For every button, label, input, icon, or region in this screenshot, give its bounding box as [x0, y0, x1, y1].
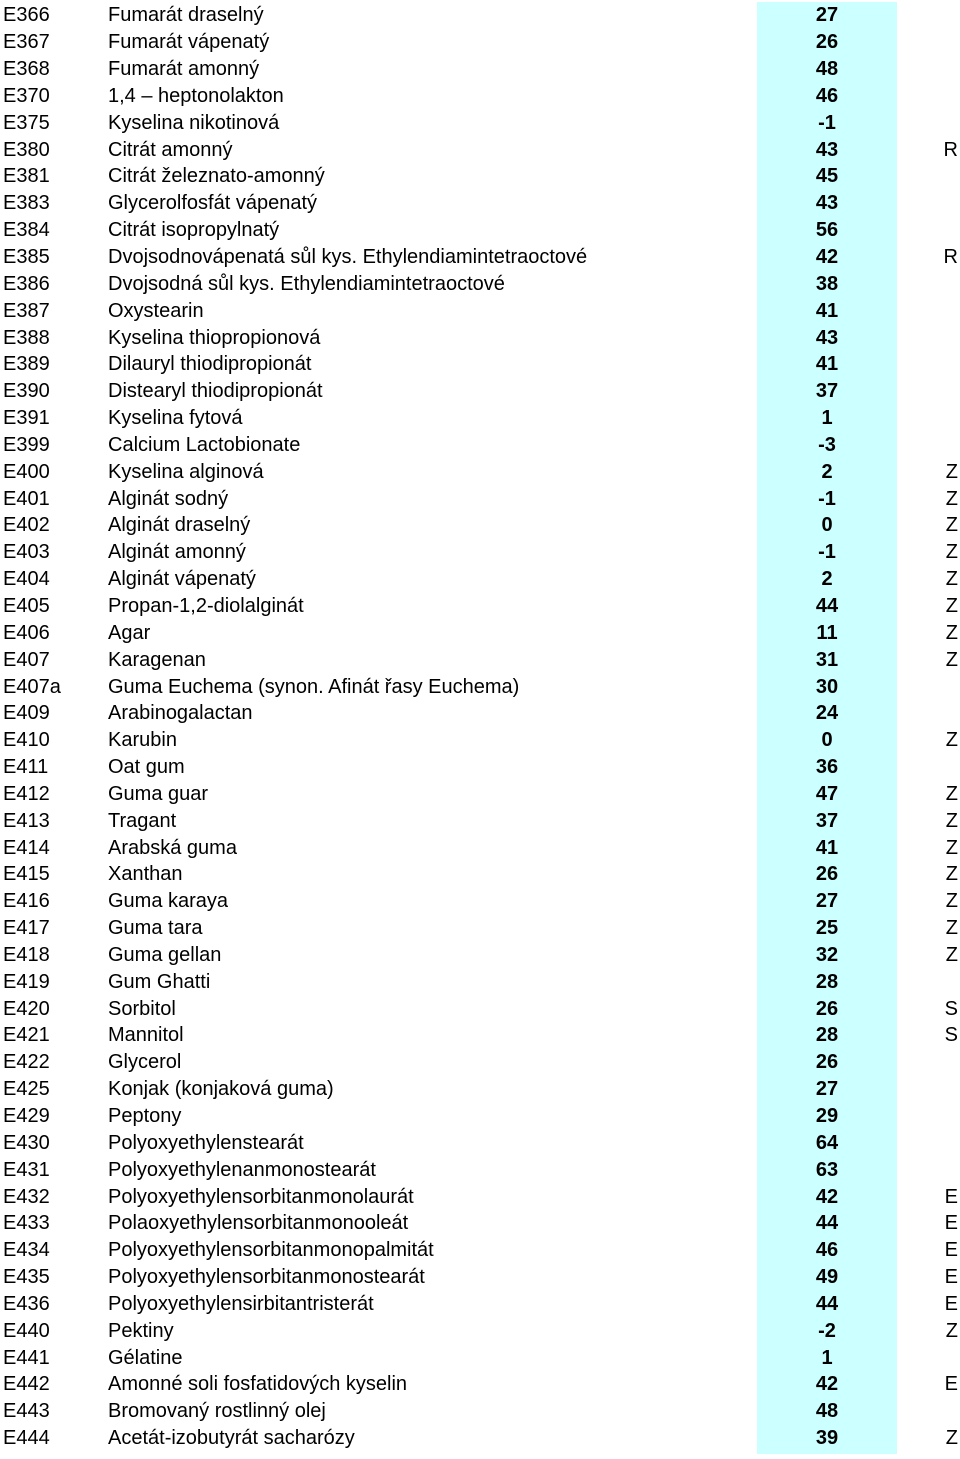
- category-flag: [897, 83, 960, 110]
- category-flag: E: [944, 1266, 958, 1289]
- category-flag: S: [944, 1024, 958, 1047]
- score-value: 41: [815, 353, 839, 376]
- table-row: [0, 378, 960, 405]
- table-row: [0, 807, 960, 834]
- category-flag: Z: [945, 890, 958, 913]
- score-value: 44: [815, 1292, 839, 1315]
- additive-name: Guma guar: [108, 782, 209, 805]
- score-value: 36: [815, 756, 839, 779]
- category-flag: [897, 378, 960, 405]
- e-code: E432: [3, 1185, 50, 1208]
- score-value: 31: [815, 648, 839, 671]
- e-code: E399: [3, 433, 50, 456]
- category-flag: [897, 1049, 960, 1076]
- category-flag: [897, 700, 960, 727]
- category-flag: Z: [945, 782, 958, 805]
- additive-name: Polyoxyethylensorbitanmonolaurát: [108, 1185, 414, 1208]
- score-value: 26: [815, 997, 839, 1020]
- category-flag: [897, 1344, 960, 1371]
- table-row: [0, 83, 960, 110]
- e-code: E407: [3, 648, 50, 671]
- table-row: [0, 485, 960, 512]
- e-code: E433: [3, 1212, 50, 1235]
- category-flag: Z: [945, 594, 958, 617]
- additive-name: Agar: [108, 621, 151, 644]
- category-flag: [897, 1103, 960, 1130]
- score-value: 1: [821, 1346, 833, 1369]
- category-flag: E: [944, 1212, 958, 1235]
- e-code: E416: [3, 890, 50, 913]
- additive-name: Arabinogalactan: [108, 702, 253, 725]
- table-row: [0, 673, 960, 700]
- score-value: 24: [815, 702, 839, 725]
- additive-name: Guma gellan: [108, 943, 222, 966]
- score-value: 1: [821, 407, 833, 430]
- e-code: E383: [3, 192, 50, 215]
- additive-name: Gum Ghatti: [108, 970, 211, 993]
- e-code: E381: [3, 165, 50, 188]
- e-code: E440: [3, 1319, 50, 1342]
- table-row: [0, 1129, 960, 1156]
- additive-name: 1,4 – heptonolakton: [108, 84, 284, 107]
- category-flag: [897, 270, 960, 297]
- additive-name: Citrát isopropylnatý: [108, 219, 280, 242]
- table-row: [0, 1425, 960, 1452]
- e-code: E386: [3, 272, 50, 295]
- score-value: 64: [815, 1131, 839, 1154]
- score-value: 37: [815, 380, 839, 403]
- e-code: E418: [3, 943, 50, 966]
- additive-name: Dvojsodnovápenatá sůl kys. Ethylendiamintetraoctové: [108, 246, 588, 269]
- score-value: 11: [816, 621, 838, 644]
- e-code: E388: [3, 326, 50, 349]
- score-value: 56: [815, 219, 839, 242]
- e-code: E429: [3, 1105, 50, 1128]
- score-value: 42: [815, 246, 839, 269]
- additive-name: Polyoxyethylensirbitantristerát: [108, 1292, 374, 1315]
- table-row: [0, 324, 960, 351]
- category-flag: Z: [945, 621, 958, 644]
- category-flag: E: [944, 1292, 958, 1315]
- e-code: E367: [3, 31, 50, 54]
- additive-name: Arabská guma: [108, 836, 237, 859]
- additive-name: Guma karaya: [108, 890, 229, 913]
- score-value: 25: [815, 917, 839, 940]
- additive-name: Mannitol: [108, 1024, 184, 1047]
- table-row: [0, 915, 960, 942]
- category-flag: E: [944, 1373, 958, 1396]
- score-value: -1: [818, 541, 836, 564]
- e-code: E407a: [3, 675, 61, 698]
- additive-name: Dvojsodná sůl kys. Ethylendiamintetraoctové: [108, 272, 505, 295]
- e-code: E387: [3, 299, 50, 322]
- additive-name: Pektiny: [108, 1319, 174, 1342]
- e-code: E404: [3, 568, 50, 591]
- additive-name: Xanthan: [108, 863, 183, 886]
- score-value: 37: [815, 809, 839, 832]
- table-row: [0, 270, 960, 297]
- table-row: [0, 1210, 960, 1237]
- category-flag: [897, 217, 960, 244]
- score-value: 42: [815, 1373, 839, 1396]
- category-flag: E: [944, 1239, 958, 1262]
- additive-name: Fumarát vápenatý: [108, 31, 270, 54]
- category-flag: Z: [945, 487, 958, 510]
- additive-name: Guma Euchema (synon. Afinát řasy Euchema): [108, 675, 520, 698]
- additive-name: Sorbitol: [108, 997, 176, 1020]
- category-flag: Z: [945, 541, 958, 564]
- additive-name: Oxystearin: [108, 299, 204, 322]
- table-row: [0, 1076, 960, 1103]
- category-flag: [897, 324, 960, 351]
- additive-name: Polaoxyethylensorbitanmonooleát: [108, 1212, 409, 1235]
- category-flag: [897, 968, 960, 995]
- additive-name: Karubin: [108, 729, 177, 752]
- table-row: [0, 190, 960, 217]
- score-value: -3: [818, 433, 836, 456]
- e-code: E412: [3, 782, 50, 805]
- table-row: [0, 539, 960, 566]
- table-row: [0, 432, 960, 459]
- score-value: 43: [815, 326, 839, 349]
- table-row: [0, 1183, 960, 1210]
- e-code: E370: [3, 84, 50, 107]
- additives-table-body: [0, 2, 960, 1452]
- table-row: [0, 1344, 960, 1371]
- e-code: E435: [3, 1266, 50, 1289]
- e-code: E389: [3, 353, 50, 376]
- score-value: 28: [815, 1024, 839, 1047]
- table-row: [0, 109, 960, 136]
- e-code: E409: [3, 702, 50, 725]
- score-value: 45: [815, 165, 839, 188]
- e-code: E410: [3, 729, 50, 752]
- category-flag: R: [943, 246, 958, 269]
- category-flag: Z: [945, 514, 958, 537]
- e-code: E431: [3, 1158, 50, 1181]
- score-value: -2: [818, 1319, 836, 1342]
- score-value: 46: [815, 84, 839, 107]
- additive-name: Gélatine: [108, 1346, 183, 1369]
- additive-name: Propan-1,2-diolalginát: [108, 594, 304, 617]
- e-code: E444: [3, 1427, 50, 1450]
- score-value: 38: [815, 272, 839, 295]
- additive-name: Kyselina thiopropionová: [108, 326, 321, 349]
- score-value: 32: [815, 943, 839, 966]
- category-flag: Z: [945, 729, 958, 752]
- table-row: [0, 861, 960, 888]
- e-code: E434: [3, 1239, 50, 1262]
- additive-name: Acetát-izobutyrát sacharózy: [108, 1427, 355, 1450]
- additive-name: Fumarát draselný: [108, 4, 264, 27]
- score-value: 48: [815, 1400, 839, 1423]
- table-row: [0, 136, 960, 163]
- e-code: E403: [3, 541, 50, 564]
- table-row: [0, 1022, 960, 1049]
- e-code: E406: [3, 621, 50, 644]
- e-code: E366: [3, 4, 50, 27]
- category-flag: [897, 190, 960, 217]
- additive-name: Amonné soli fosfatidových kyselin: [108, 1373, 408, 1396]
- table-row: [0, 1049, 960, 1076]
- table-row: [0, 458, 960, 485]
- e-code: E422: [3, 1051, 50, 1074]
- category-flag: [897, 1156, 960, 1183]
- table-row: [0, 405, 960, 432]
- e-code: E414: [3, 836, 50, 859]
- score-value: 27: [815, 4, 839, 27]
- additive-name: Fumarát amonný: [108, 58, 260, 81]
- table-row: [0, 163, 960, 190]
- category-flag: [897, 673, 960, 700]
- additive-name: Polyoxyethylensorbitanmonopalmitát: [108, 1239, 434, 1262]
- additive-name: Calcium Lactobionate: [108, 433, 301, 456]
- category-flag: Z: [945, 943, 958, 966]
- additive-name: Alginát vápenatý: [108, 568, 256, 591]
- additive-name: Glycerolfosfát vápenatý: [108, 192, 317, 215]
- table-row: [0, 29, 960, 56]
- e-code: E405: [3, 594, 50, 617]
- score-value: 2: [821, 460, 833, 483]
- score-value: 2: [821, 568, 833, 591]
- e-code: E402: [3, 514, 50, 537]
- score-value: 30: [815, 675, 839, 698]
- e-code: E401: [3, 487, 50, 510]
- additive-name: Dilauryl thiodipropionát: [108, 353, 312, 376]
- category-flag: [897, 1129, 960, 1156]
- additive-name: Guma tara: [108, 917, 203, 940]
- e-code: E417: [3, 917, 50, 940]
- category-flag: Z: [945, 568, 958, 591]
- e-code: E430: [3, 1131, 50, 1154]
- score-value: 26: [815, 31, 839, 54]
- category-flag: [897, 405, 960, 432]
- e-code: E420: [3, 997, 50, 1020]
- score-value: 41: [815, 299, 839, 322]
- table-row: [0, 1398, 960, 1425]
- table-row: [0, 754, 960, 781]
- table-row: [0, 217, 960, 244]
- score-value: 29: [815, 1105, 839, 1128]
- score-value: 27: [815, 1078, 839, 1101]
- category-flag: E: [944, 1185, 958, 1208]
- table-row: [0, 512, 960, 539]
- category-flag: [897, 29, 960, 56]
- table-row: [0, 834, 960, 861]
- e-code: E411: [3, 756, 49, 779]
- category-flag: [897, 351, 960, 378]
- category-flag: S: [944, 997, 958, 1020]
- table-row: [0, 56, 960, 83]
- additive-name: Distearyl thiodipropionát: [108, 380, 323, 403]
- category-flag: [897, 56, 960, 83]
- score-value: 39: [815, 1427, 839, 1450]
- table-row: [0, 566, 960, 593]
- additive-name: Alginát amonný: [108, 541, 246, 564]
- additive-name: Konjak (konjaková guma): [108, 1078, 334, 1101]
- category-flag: [897, 432, 960, 459]
- score-value: -1: [818, 487, 836, 510]
- category-flag: Z: [945, 460, 958, 483]
- additive-name: Polyoxyethylensorbitanmonostearát: [108, 1266, 425, 1289]
- table-row: [0, 646, 960, 673]
- table-row: [0, 888, 960, 915]
- category-flag: Z: [945, 863, 958, 886]
- score-value: 46: [815, 1239, 839, 1262]
- score-value: 49: [815, 1266, 839, 1289]
- category-flag: Z: [945, 809, 958, 832]
- e-code: E425: [3, 1078, 50, 1101]
- e-code: E421: [3, 1024, 50, 1047]
- e-code: E419: [3, 970, 50, 993]
- score-value: 42: [815, 1185, 839, 1208]
- additive-name: Glycerol: [108, 1051, 182, 1074]
- category-flag: [897, 297, 960, 324]
- table-row: [0, 1317, 960, 1344]
- score-value: 44: [815, 594, 839, 617]
- category-flag: [897, 1076, 960, 1103]
- category-flag: [897, 754, 960, 781]
- table-row: [0, 593, 960, 620]
- category-flag: Z: [945, 917, 958, 940]
- table-row: [0, 700, 960, 727]
- e-code: E443: [3, 1400, 50, 1423]
- e-code: E390: [3, 380, 50, 403]
- category-flag: Z: [945, 836, 958, 859]
- e-code: E391: [3, 407, 50, 430]
- score-value: 43: [815, 192, 839, 215]
- additive-name: Polyoxyethylenstearát: [108, 1131, 304, 1154]
- additives-table: [0, 2, 960, 1452]
- additive-name: Polyoxyethylenanmonostearát: [108, 1158, 376, 1181]
- table-row: [0, 244, 960, 271]
- category-flag: Z: [945, 648, 958, 671]
- additive-name: Oat gum: [108, 756, 185, 779]
- additive-name: Citrát amonný: [108, 138, 233, 161]
- score-value: 43: [815, 138, 839, 161]
- table-row: [0, 1291, 960, 1318]
- score-value: -1: [818, 111, 836, 134]
- score-value: 47: [815, 782, 839, 805]
- table-row: [0, 297, 960, 324]
- category-flag: R: [943, 138, 958, 161]
- additive-name: Karagenan: [108, 648, 206, 671]
- additive-name: Kyselina fytová: [108, 407, 243, 430]
- additive-name: Alginát draselný: [108, 514, 251, 537]
- e-code: E413: [3, 809, 50, 832]
- table-row: [0, 1264, 960, 1291]
- additive-name: Kyselina nikotinová: [108, 111, 280, 134]
- table-row: [0, 727, 960, 754]
- additive-name: Tragant: [108, 809, 177, 832]
- score-value: 48: [815, 58, 839, 81]
- additive-name: Bromovaný rostlinný olej: [108, 1400, 326, 1423]
- score-value: 0: [821, 514, 833, 537]
- e-code: E436: [3, 1292, 50, 1315]
- e-code: E368: [3, 58, 50, 81]
- e-code: E380: [3, 138, 50, 161]
- category-flag: Z: [945, 1319, 958, 1342]
- additive-name: Peptony: [108, 1105, 182, 1128]
- score-value: 26: [815, 1051, 839, 1074]
- e-code: E375: [3, 111, 50, 134]
- table-row: [0, 942, 960, 969]
- e-code: E384: [3, 219, 50, 242]
- score-value: 26: [815, 863, 839, 886]
- table-row: [0, 619, 960, 646]
- table-row: [0, 1103, 960, 1130]
- score-value: 44: [815, 1212, 839, 1235]
- category-flag: [897, 2, 960, 29]
- e-code: E442: [3, 1373, 50, 1396]
- table-row: [0, 1156, 960, 1183]
- score-value: 28: [815, 970, 839, 993]
- table-row: [0, 968, 960, 995]
- table-row: [0, 780, 960, 807]
- e-code: E415: [3, 863, 50, 886]
- table-row: [0, 351, 960, 378]
- table-row: [0, 995, 960, 1022]
- category-flag: Z: [945, 1427, 958, 1450]
- score-value: 0: [821, 729, 833, 752]
- table-row: [0, 2, 960, 29]
- score-value: 27: [815, 890, 839, 913]
- table-row: [0, 1371, 960, 1398]
- score-value: 41: [815, 836, 839, 859]
- table-row: [0, 1237, 960, 1264]
- additive-name: Citrát železnato-amonný: [108, 165, 325, 188]
- e-code: E400: [3, 460, 50, 483]
- category-flag: [897, 109, 960, 136]
- score-value: 63: [815, 1158, 839, 1181]
- category-flag: [897, 1398, 960, 1425]
- category-flag: [897, 163, 960, 190]
- additive-name: Alginát sodný: [108, 487, 229, 510]
- additive-name: Kyselina alginová: [108, 460, 264, 483]
- e-code: E385: [3, 246, 50, 269]
- e-code: E441: [3, 1346, 50, 1369]
